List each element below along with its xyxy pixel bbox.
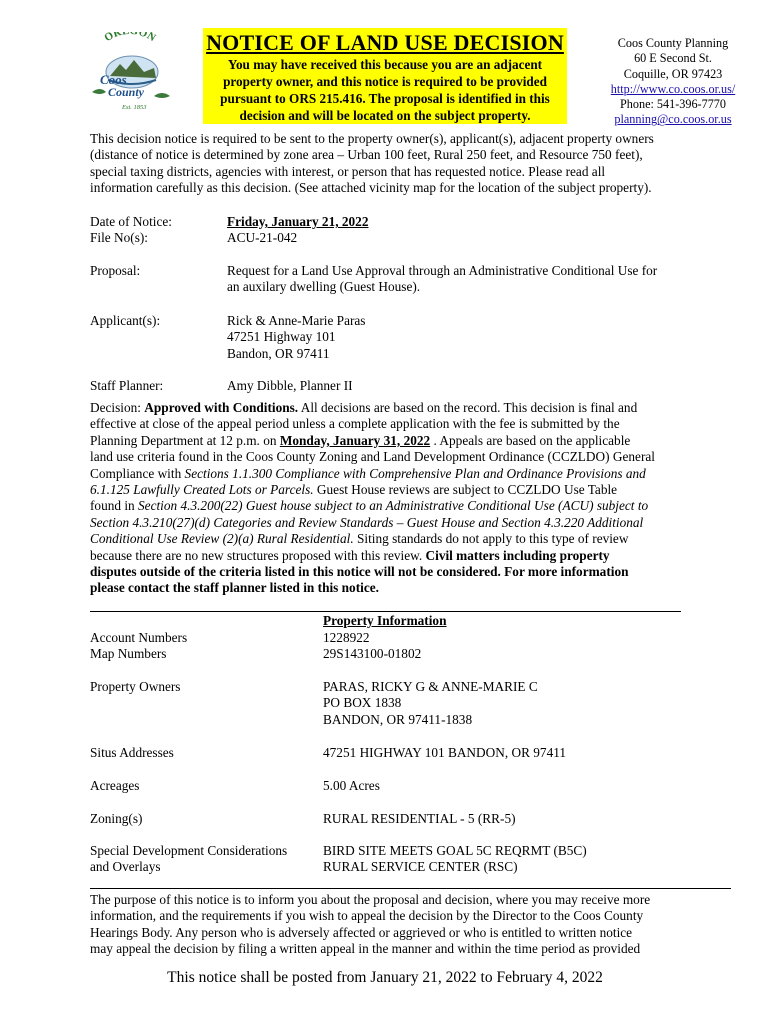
zoning-label: Zoning(s) bbox=[90, 811, 143, 826]
civil-matters-notice: please contact the staff planner listed in this notice. bbox=[90, 580, 379, 596]
file-label: File No(s): bbox=[90, 230, 148, 245]
planner-label: Staff Planner: bbox=[90, 378, 164, 393]
proposal-line: Request for a Land Use Approval through an Administrative Conditional Use for bbox=[227, 263, 658, 278]
intro-line: (distance of notice is determined by zone area – Urban 100 feet, Rural 250 feet, and Resource 750 feet), bbox=[90, 147, 643, 163]
owners-value bbox=[323, 679, 538, 728]
purpose-line: Hearings Body. Any person who is adversely affected or aggrieved or who is entitled to written notice bbox=[90, 924, 633, 940]
proposal-label: Proposal: bbox=[90, 263, 141, 278]
date-label: Date of Notice: bbox=[90, 214, 172, 229]
acreage-value: 5.00 Acres bbox=[323, 778, 380, 793]
contact-block bbox=[596, 36, 750, 128]
account-label: Account Numbers bbox=[90, 630, 188, 645]
decision-outcome: Approved with Conditions. bbox=[144, 400, 299, 415]
notice-reason-line: You may have received this because you are an adjacent bbox=[227, 57, 543, 72]
section-divider bbox=[90, 888, 731, 889]
intro-line: information carefully as this decision. (See attached vicinity map for the location of the subject property). bbox=[90, 180, 652, 196]
civil-matters-notice: disputes outside of the criteria listed in this notice will not be considered. For more information bbox=[90, 564, 629, 580]
notice-reason bbox=[205, 56, 565, 124]
notice-reason-line: property owner, and this notice is required to be provided bbox=[223, 74, 547, 89]
decision-text: All decisions are based on the record. This decision is final and bbox=[298, 400, 638, 415]
date-value: Friday, January 21, 2022 bbox=[227, 214, 369, 229]
map-label: Map Numbers bbox=[90, 646, 167, 661]
notice-reason-line: pursuant to ORS 215.416. The proposal is identified in this bbox=[220, 91, 550, 106]
planner-value: Amy Dibble, Planner II bbox=[227, 378, 353, 393]
owners-line: PARAS, RICKY G & ANNE-MARIE C bbox=[323, 679, 538, 694]
decision-text: effective at close of the appeal period unless a complete application with the fee is submitted by the bbox=[90, 416, 620, 432]
decision-text: Siting standards do not apply to this type of review bbox=[353, 531, 629, 547]
special-value-line: RURAL SERVICE CENTER (RSC) bbox=[323, 859, 518, 875]
logo-county-line1: Coos bbox=[100, 72, 127, 87]
special-label-line: and Overlays bbox=[90, 859, 161, 875]
special-label bbox=[90, 843, 287, 876]
acreage-label: Acreages bbox=[90, 778, 140, 793]
decision-text: . Appeals are based on the applicable bbox=[430, 432, 631, 448]
contact-city: Coquille, OR 97423 bbox=[623, 66, 723, 81]
decision-citation: Conditional Use Review (2)(a) Rural Residential. bbox=[90, 531, 354, 547]
coos-county-logo bbox=[86, 32, 174, 114]
applicant-label: Applicant(s): bbox=[90, 313, 161, 328]
logo-emblem-icon bbox=[86, 32, 174, 114]
appeal-deadline: Monday, January 31, 2022 bbox=[279, 432, 431, 448]
decision-text: because there are no new structures proposed with this review. bbox=[90, 547, 426, 563]
notice-reason-line: decision and will be located on the subject property. bbox=[239, 108, 531, 123]
situs-value: 47251 HIGHWAY 101 BANDON, OR 97411 bbox=[323, 745, 567, 760]
special-value bbox=[323, 843, 587, 876]
owners-label: Property Owners bbox=[90, 679, 181, 694]
decision-text: land use criteria found in the Coos County Zoning and Land Development Ordinance (CCZLDO) General bbox=[90, 449, 655, 465]
owners-line: BANDON, OR 97411-1838 bbox=[323, 711, 473, 727]
civil-matters-notice: Civil matters including property bbox=[425, 547, 610, 563]
special-label-line: Special Development Considerations bbox=[90, 843, 288, 858]
decision-citation: Section 4.3.210(27)(d) Categories and Review Standards – Guest House and Section 4.3.220 Additional bbox=[90, 514, 644, 530]
owners-line: PO BOX 1838 bbox=[323, 695, 402, 711]
purpose-paragraph bbox=[90, 892, 710, 958]
decision-text: Guest House reviews are subject to CCZLDO Use Table bbox=[313, 482, 618, 498]
proposal-line: an auxilary dwelling (Guest House). bbox=[227, 279, 421, 295]
proposal-value bbox=[227, 263, 697, 296]
applicant-line: 47251 Highway 101 bbox=[227, 329, 336, 345]
file-value: ACU-21-042 bbox=[227, 230, 298, 245]
contact-phone: Phone: 541-396-7770 bbox=[620, 97, 726, 112]
email-link[interactable]: planning@co.coos.or.us bbox=[614, 112, 732, 127]
situs-label: Situs Addresses bbox=[90, 745, 174, 760]
applicant-value bbox=[227, 313, 365, 362]
decision-text: Planning Department at 12 p.m. on bbox=[90, 432, 280, 448]
purpose-line: may appeal the decision by filing a written appeal in the manner and within the time period as provided bbox=[90, 941, 641, 957]
section-divider bbox=[90, 611, 681, 612]
decision-paragraph bbox=[90, 400, 690, 597]
website-link[interactable]: http://www.co.coos.or.us/ bbox=[610, 81, 736, 96]
decision-text: found in bbox=[90, 498, 139, 514]
applicant-line: Rick & Anne-Marie Paras bbox=[227, 313, 366, 328]
logo-county-line2: County bbox=[108, 85, 145, 99]
decision-citation: Sections 1.1.300 Compliance with Comprehensive Plan and Ordinance Provisions and bbox=[184, 465, 646, 481]
purpose-line: information, and the requirements if you wish to appeal the decision by the Director to the Coos County bbox=[90, 908, 644, 924]
intro-line: special taxing districts, agencies with interest, or person that has requested notice. Please read all bbox=[90, 163, 606, 179]
intro-line: This decision notice is required to be sent to the property owner(s), applicant(s), adjacent property owners bbox=[90, 131, 654, 146]
special-value-line: BIRD SITE MEETS GOAL 5C REQRMT (B5C) bbox=[323, 843, 587, 858]
account-value: 1228922 bbox=[323, 630, 370, 645]
logo-est: Est. 1853 bbox=[122, 104, 147, 111]
decision-citation: 6.1.125 Lawfully Created Lots or Parcels. bbox=[90, 482, 314, 498]
intro-paragraph bbox=[90, 131, 690, 197]
decision-text: Compliance with bbox=[90, 465, 185, 481]
page-title: NOTICE OF LAND USE DECISION bbox=[206, 30, 564, 55]
decision-citation: Section 4.3.200(22) Guest house subject to an Administrative Conditional Use (ACU) subject to bbox=[138, 498, 649, 514]
zoning-value: RURAL RESIDENTIAL - 5 (RR-5) bbox=[323, 811, 516, 826]
contact-org: Coos County Planning bbox=[617, 36, 729, 50]
contact-street: 60 E Second St. bbox=[634, 51, 712, 66]
logo-arc-text: OR ON bbox=[102, 32, 158, 45]
posting-period-footer: This notice shall be posted from January 21, 2022 to February 4, 2022 bbox=[167, 969, 603, 986]
decision-label: Decision: bbox=[90, 400, 145, 415]
property-heading: Property Information bbox=[323, 613, 447, 628]
map-value: 29S143100-01802 bbox=[323, 646, 422, 661]
purpose-line: The purpose of this notice is to inform you about the proposal and decision, where you may receive more bbox=[90, 892, 651, 907]
applicant-line: Bandon, OR 97411 bbox=[227, 345, 330, 361]
